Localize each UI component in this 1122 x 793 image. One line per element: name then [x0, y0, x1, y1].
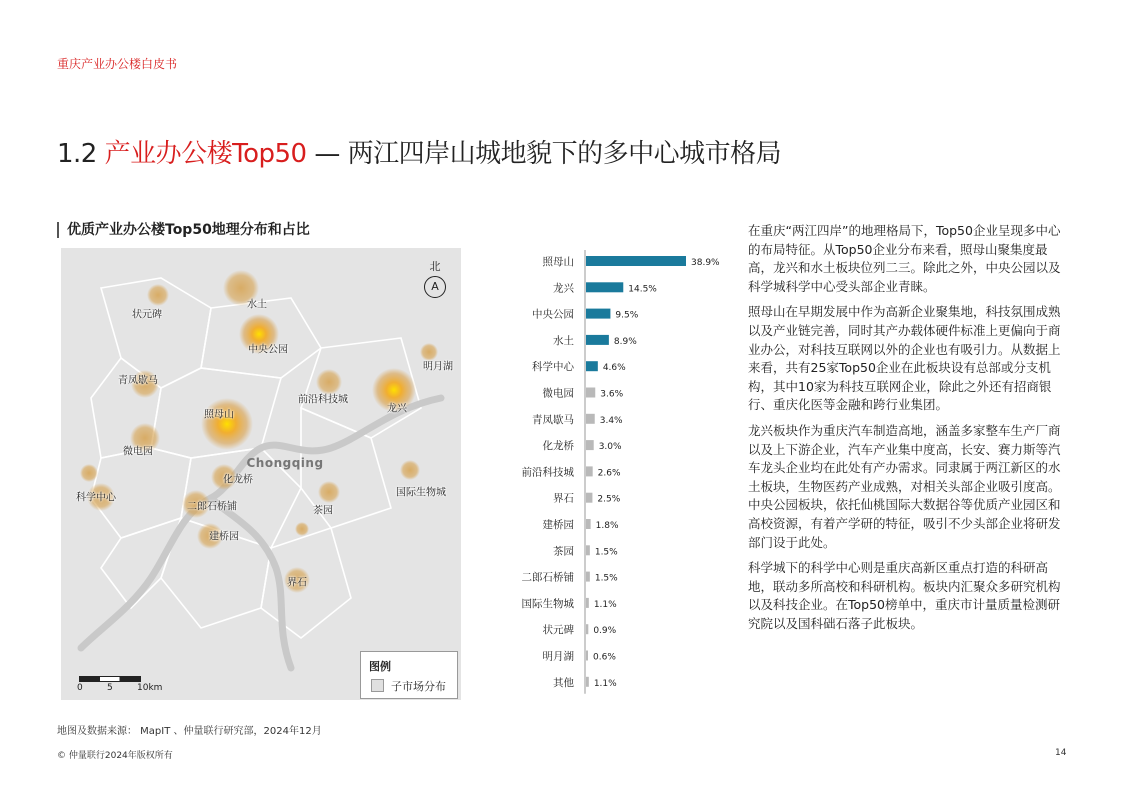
bar	[586, 677, 589, 687]
bar-category-label: 明月湖	[542, 650, 574, 663]
bar-value-label: 0.6%	[593, 652, 616, 663]
share-bar-chart	[500, 248, 730, 698]
bar-value-label: 9.5%	[615, 310, 639, 321]
bar-category-label: 化龙桥	[542, 440, 574, 453]
report-name: 重庆产业办公楼白皮书	[57, 57, 178, 71]
bar-category-label: 微电园	[542, 387, 574, 400]
bar	[586, 651, 588, 661]
bar-value-label: 0.9%	[593, 626, 617, 637]
title-number: 1.2	[57, 139, 97, 169]
city-label: Chongqing	[246, 456, 324, 470]
body-text	[748, 222, 1068, 640]
bar-value-label: 1.8%	[595, 521, 619, 531]
bar-value-label: 2.5%	[597, 494, 621, 505]
bar	[586, 361, 598, 371]
bar-category-label: 前沿科技城	[521, 466, 574, 479]
bar	[586, 466, 593, 476]
bar-category-label: 茶园	[553, 545, 574, 558]
bar	[586, 282, 623, 292]
page-title	[57, 133, 781, 170]
label-chayuan: 茶园	[313, 505, 333, 517]
bar-value-label: 8.9%	[613, 336, 637, 347]
label-erlang: 二郎石桥铺	[187, 501, 237, 513]
bar	[586, 414, 595, 424]
legend-item: 子市场分布	[391, 680, 446, 693]
scale-tick-0: 0	[77, 683, 83, 693]
bar-value-label: 1.5%	[594, 547, 618, 558]
bar-chart-svg	[500, 248, 730, 698]
distribution-map	[61, 248, 461, 700]
bar-value-label: 4.6%	[602, 363, 626, 374]
paragraph-3: 龙兴板块作为重庆汽车制造高地，涵盖多家整车生产厂商以及上下游企业，汽车产业集中度高，长安、赛力斯等汽车龙头企业均在此处有产办需求。同隶属于两江新区的水土板块，生物医药产业成熟，对相关头部企业吸引度高。中央公园板块，依托仙桃国际大数据谷等优质产业园区和高校资源，有着产学研的特征，吸引不少头部企业将研发部门设于此处。	[748, 422, 1061, 550]
bar-value-label: 3.4%	[599, 415, 623, 426]
bar-category-label: 建桥园	[542, 519, 574, 531]
label-longxing: 龙兴	[387, 403, 407, 415]
label-jianqiao: 建桥园	[209, 531, 239, 543]
label-zhongyang: 中央公园	[248, 344, 288, 356]
bar-value-label: 14.5%	[628, 284, 657, 295]
bar-category-label: 水土	[553, 334, 574, 347]
bar-category-label: 二郎石桥铺	[521, 571, 574, 584]
bar	[586, 335, 609, 345]
scale-tick-5: 5	[107, 683, 113, 693]
label-guoji: 国际生物城	[396, 487, 446, 499]
section-title: 优质产业办公楼Top50地理分布和占比	[57, 222, 310, 238]
scale-bar-graphic	[79, 676, 141, 682]
bar	[586, 545, 590, 555]
paragraph-1: 在重庆“两江四岸”的地理格局下，Top50企业呈现多中心的布局特征。从Top50企业分布来看，照母山聚集度最高，龙兴和水土板块位列二三。除此之外，中央公园以及科学城科学中心受头部企业青睐。	[748, 223, 1061, 294]
bar-category-label: 其他	[553, 676, 574, 689]
label-zhuangyuanbei: 状元碑	[132, 309, 162, 321]
bar-category-label: 中央公园	[532, 308, 574, 321]
paragraph-2: 照母山在早期发展中作为高新企业聚集地，科技氛围成熟以及产业链完善，同时其产办载体硬件标准上更偏向于商业办公，对科技互联网以外的企业也有吸引力。从数据上来看，共有25家Top50企业在此板块设有总部或分支机构，其中10家为科技互联网企业，除此之外还有招商银行、重庆化医等金融和跨行业集团。	[748, 304, 1061, 413]
compass-icon: A	[424, 276, 446, 298]
title-rest: — 两江四岸山城地貌下的多中心城市格局	[314, 139, 782, 169]
bar-category-label: 龙兴	[553, 282, 574, 295]
bar-category-label: 青凤歇马	[532, 413, 574, 426]
bar-category-label: 状元碑	[542, 624, 574, 637]
bar-value-label: 2.6%	[597, 468, 621, 479]
legend-swatch	[371, 679, 384, 692]
north-label: 北	[429, 260, 441, 273]
label-shuitu: 水土	[247, 299, 267, 311]
bar-value-label: 3.0%	[598, 442, 622, 453]
bar	[586, 256, 686, 266]
bar-value-label: 38.9%	[691, 258, 720, 268]
label-qingfeng: 青凤歇马	[118, 375, 158, 387]
bar	[586, 440, 594, 450]
bar	[586, 572, 590, 582]
bar-category-label: 国际生物城	[521, 597, 574, 610]
label-mingyuehu: 明月湖	[423, 361, 453, 373]
paragraph-4: 科学城下的科学中心则是重庆高新区重点打造的科研高地，联动多所高校和科研机构。板块内汇聚众多研究机构以及科技企业。在Top50榜单中，重庆市计量质量检测研究院以及国科础石落子此板块。	[748, 560, 1061, 631]
copyright: © 仲量联行2024年版权所有	[57, 751, 173, 761]
page-number: 14	[1055, 748, 1067, 758]
bar-category-label: 界石	[553, 492, 574, 505]
scale-tick-10: 10km	[137, 683, 163, 693]
label-jieshi: 界石	[287, 577, 307, 589]
legend-title: 图例	[369, 660, 391, 673]
map-graphic	[61, 248, 461, 700]
title-highlight: 产业办公楼Top50	[104, 139, 307, 169]
bar-category-label: 科学中心	[532, 361, 574, 374]
label-zhaomushan: 照母山	[204, 409, 234, 421]
bar	[586, 388, 595, 398]
bar	[586, 493, 592, 503]
bar-value-label: 1.1%	[593, 678, 617, 689]
bar-category-label: 照母山	[542, 256, 574, 268]
bar	[586, 519, 591, 529]
map-legend	[360, 651, 458, 699]
label-qianyan: 前沿科技城	[298, 394, 348, 406]
label-kexue: 科学中心	[76, 492, 116, 504]
scale-bar	[77, 673, 177, 691]
north-arrow	[422, 258, 448, 298]
label-hualongqiao: 化龙桥	[223, 474, 253, 486]
bar-value-label: 1.5%	[594, 573, 618, 584]
bar-value-label: 3.6%	[600, 389, 624, 400]
bar	[586, 309, 610, 319]
bar	[586, 598, 589, 608]
bar-value-label: 1.1%	[593, 599, 617, 610]
data-source: 地图及数据来源： MapIT 、仲量联行研究部，2024年12月	[57, 726, 322, 737]
bar	[586, 624, 588, 634]
label-weidian: 微电园	[123, 446, 153, 458]
